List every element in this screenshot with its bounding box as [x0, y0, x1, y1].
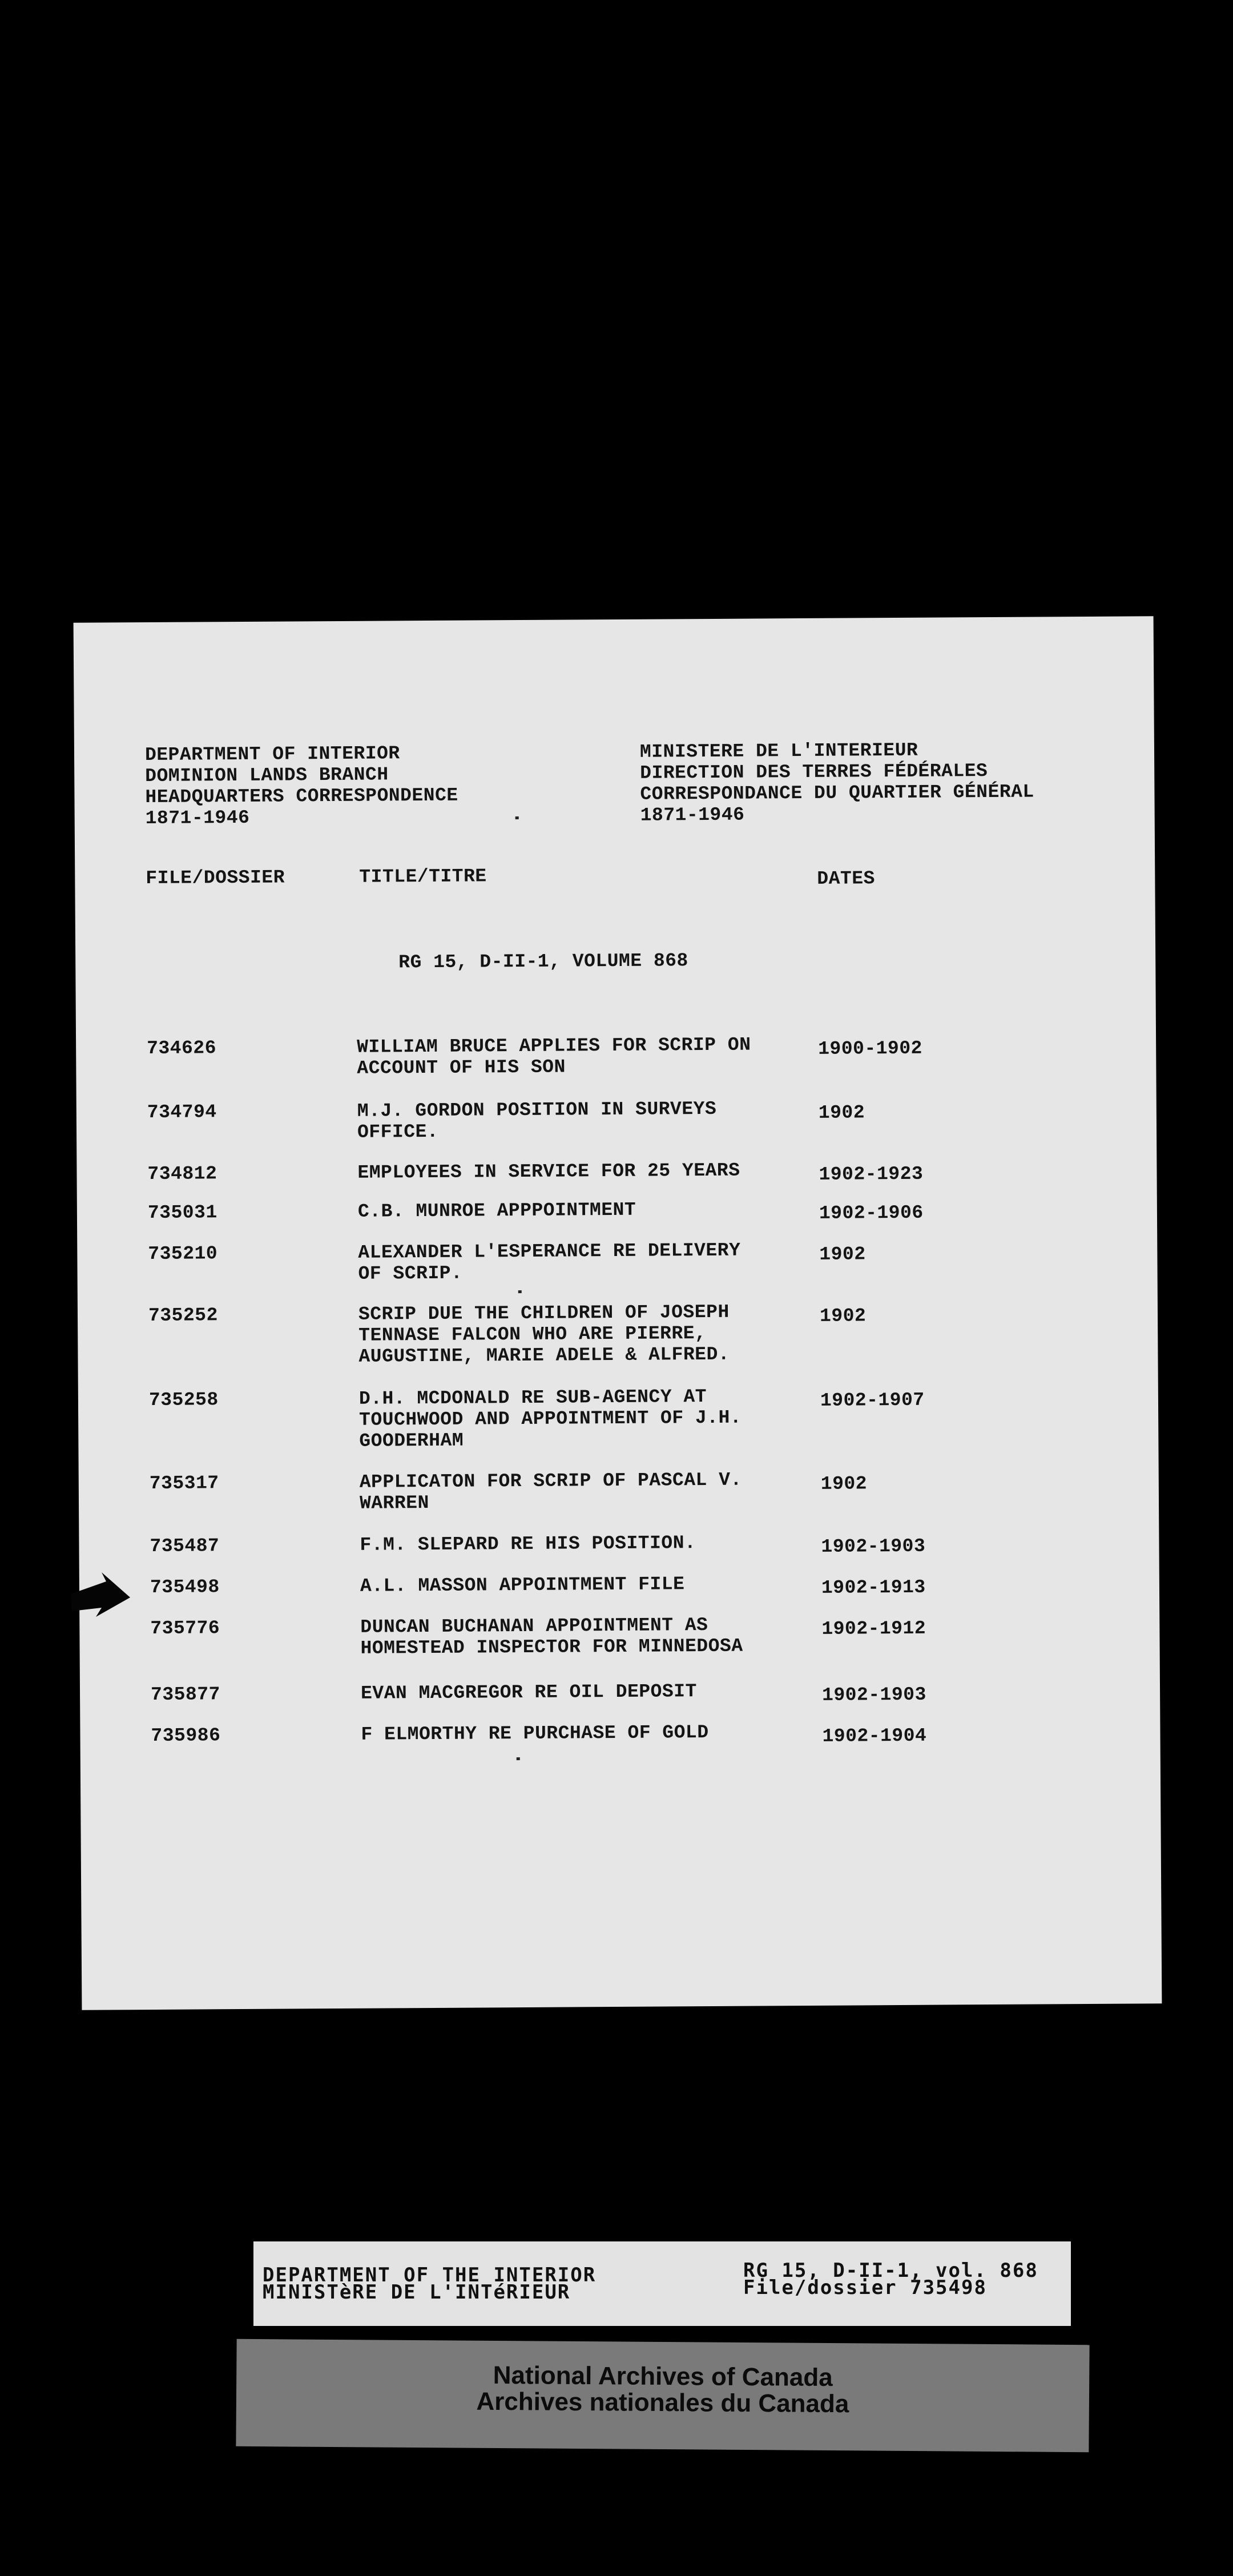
title-line: GOODERHAM: [359, 1430, 464, 1452]
file-number: 734794: [147, 1101, 217, 1124]
file-title: [357, 1160, 814, 1184]
header-french: [640, 739, 1034, 826]
title-line: ALEXANDER L'ESPERANCE RE DELIVERY: [358, 1239, 741, 1263]
title-line: DUNCAN BUCHANAN APPOINTMENT AS: [360, 1615, 708, 1638]
file-number: 735317: [149, 1472, 219, 1495]
list-row: [79, 1530, 1159, 1557]
list-row: [80, 1678, 1160, 1706]
ink-speck: [517, 1757, 520, 1760]
title-line: APPLICATON FOR SCRIP OF PASCAL V.: [359, 1469, 742, 1493]
title-line: OF SCRIP.: [358, 1262, 463, 1285]
file-title: [359, 1386, 816, 1452]
file-title: [357, 1034, 813, 1079]
file-dates: 1902-1906: [819, 1202, 924, 1224]
file-title: [361, 1680, 817, 1704]
header-line: 1871-1946: [640, 804, 745, 826]
header-english: [145, 743, 458, 829]
list-row: [76, 1157, 1157, 1185]
file-dates: 1902-1903: [821, 1535, 926, 1557]
title-line: ACCOUNT OF HIS SON: [357, 1056, 566, 1079]
file-dates: 1902-1904: [822, 1725, 927, 1747]
file-number: 735210: [148, 1243, 218, 1265]
archive-label: [253, 2241, 1071, 2326]
file-title: [360, 1469, 816, 1514]
file-number: 735031: [147, 1202, 217, 1224]
document-page: [74, 616, 1162, 2010]
ink-speck: [518, 1290, 522, 1293]
file-title: [360, 1532, 816, 1556]
title-line: AUGUSTINE, MARIE ADELE & ALFRED.: [358, 1343, 730, 1367]
arrow-right-icon: [71, 1564, 134, 1627]
title-line: SCRIP DUE THE CHILDREN OF JOSEPH: [358, 1301, 730, 1325]
list-row: [78, 1299, 1158, 1367]
archives-banner: [236, 2339, 1089, 2452]
title-line: OFFICE.: [357, 1121, 439, 1143]
file-number: 734812: [147, 1163, 217, 1185]
file-number: 735877: [150, 1684, 221, 1706]
file-title: [358, 1239, 815, 1285]
title-line: D.H. MCDONALD RE SUB-AGENCY AT: [358, 1386, 707, 1410]
file-number: 734626: [147, 1037, 217, 1060]
label-line: MINISTèRE DE L'INTéRIEUR: [263, 2281, 571, 2304]
list-row: [77, 1237, 1157, 1285]
header-line: DIRECTION DES TERRES FÉDÉRALES: [640, 760, 988, 784]
file-dates: 1902: [820, 1473, 868, 1495]
list-row: [77, 1196, 1157, 1224]
file-dates: 1902: [819, 1305, 867, 1327]
column-header-title: TITLE/TITRE: [359, 866, 487, 888]
file-number: 735498: [150, 1576, 220, 1599]
archives-name-fr: Archives nationales du Canada: [476, 2387, 849, 2418]
file-number: 735258: [148, 1389, 219, 1411]
title-line: WILLIAM BRUCE APPLIES FOR SCRIP ON: [357, 1034, 751, 1058]
file-number: 735487: [150, 1535, 220, 1557]
list-row: [79, 1612, 1159, 1659]
list-row: [76, 1096, 1157, 1143]
file-dates: 1902-1923: [819, 1163, 924, 1185]
list-row: [80, 1719, 1160, 1747]
file-number: 735986: [151, 1725, 221, 1747]
volume-heading: RG 15, D-II-1, VOLUME 868: [398, 950, 688, 973]
file-dates: 1902: [819, 1243, 866, 1265]
archives-banner-text: [236, 2339, 1089, 2452]
label-line: RG 15, D-II-1, vol. 868: [743, 2259, 1038, 2282]
list-row-highlighted: [79, 1571, 1159, 1599]
file-title: [358, 1198, 815, 1222]
title-line: EVAN MACGREGOR RE OIL DEPOSIT: [360, 1681, 697, 1704]
column-header-file: FILE/DOSSIER: [146, 867, 285, 889]
file-dates: 1902-1907: [820, 1389, 925, 1411]
file-dates: 1902-1913: [821, 1576, 926, 1599]
header-line: 1871-1946: [145, 807, 250, 830]
file-title: [358, 1301, 816, 1367]
header-line: HEADQUARTERS CORRESPONDENCE: [145, 784, 458, 808]
title-line: EMPLOYEES IN SERVICE FOR 25 YEARS: [357, 1160, 740, 1184]
file-dates: 1902-1903: [821, 1684, 926, 1706]
list-row: [79, 1467, 1159, 1514]
file-title: [357, 1098, 814, 1143]
title-line: M.J. GORDON POSITION IN SURVEYS: [357, 1098, 717, 1122]
file-title: [361, 1721, 817, 1745]
title-line: WARREN: [359, 1492, 429, 1514]
label-line: DEPARTMENT OF THE INTERIOR: [263, 2264, 597, 2287]
title-line: F ELMORTHY RE PURCHASE OF GOLD: [361, 1722, 709, 1745]
ink-speck: [515, 816, 519, 819]
header-line: DOMINION LANDS BRANCH: [145, 764, 389, 787]
file-dates: 1902: [818, 1102, 865, 1124]
title-line: A.L. MASSON APPOINTMENT FILE: [360, 1573, 685, 1597]
label-reference: [743, 2259, 1038, 2299]
column-header-dates: DATES: [817, 868, 876, 889]
title-line: C.B. MUNROE APPPOINTMENT: [357, 1199, 636, 1222]
header-line: CORRESPONDANCE DU QUARTIER GÉNÉRAL: [640, 781, 1034, 805]
file-dates: 1900-1902: [818, 1037, 923, 1060]
header-line: MINISTERE DE L'INTERIEUR: [639, 739, 918, 763]
title-line: F.M. SLEPARD RE HIS POSITION.: [360, 1532, 696, 1556]
label-line: File/dossier 735498: [743, 2276, 987, 2299]
archives-name-en: National Archives of Canada: [493, 2361, 833, 2392]
file-number: 735252: [148, 1305, 218, 1327]
title-line: TOUCHWOOD AND APPOINTMENT OF J.H.: [359, 1407, 742, 1431]
title-line: HOMESTEAD INSPECTOR FOR MINNEDOSA: [360, 1635, 743, 1659]
list-row: [78, 1383, 1158, 1452]
list-row: [76, 1032, 1156, 1079]
title-line: TENNASE FALCON WHO ARE PIERRE,: [358, 1323, 707, 1346]
label-department: [263, 2264, 597, 2304]
file-title: [360, 1573, 817, 1597]
file-dates: 1902-1912: [821, 1617, 926, 1640]
file-number: 735776: [150, 1617, 220, 1640]
file-title: [360, 1614, 817, 1659]
header-line: DEPARTMENT OF INTERIOR: [144, 743, 400, 766]
